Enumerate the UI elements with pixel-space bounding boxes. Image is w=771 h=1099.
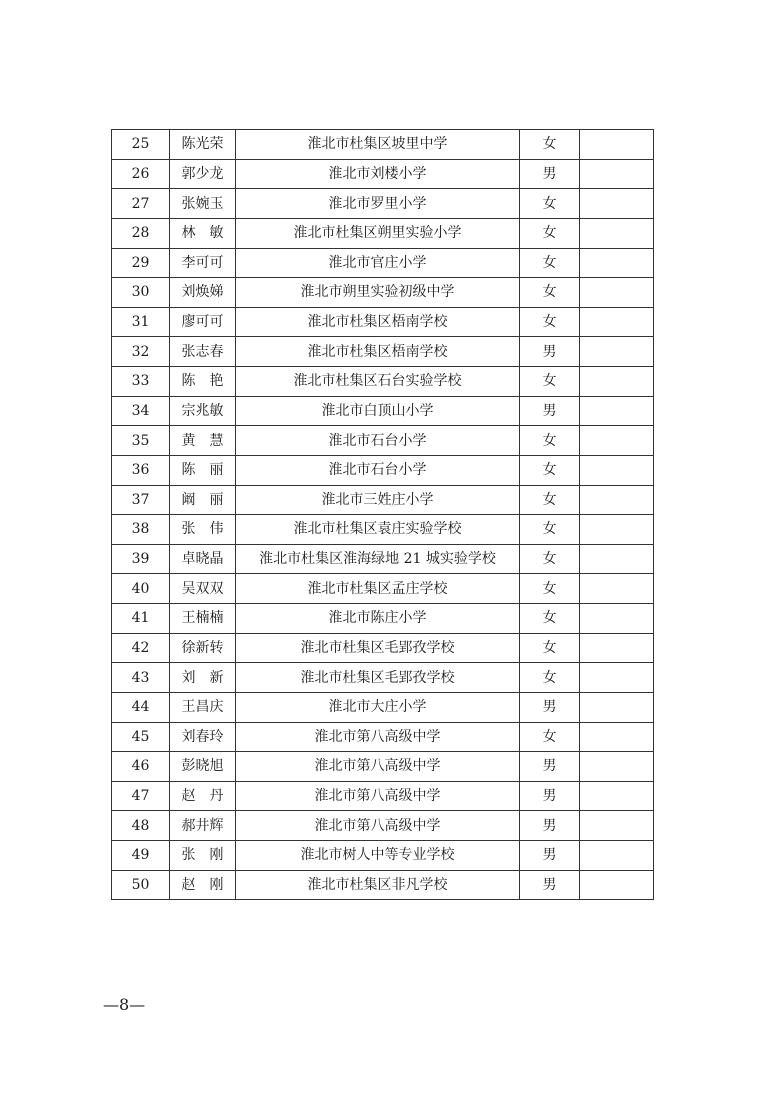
school-cell: 淮北市杜集区非凡学校 <box>236 870 520 900</box>
table-row <box>112 604 654 634</box>
note-cell <box>580 426 654 456</box>
note-cell <box>580 841 654 871</box>
note-cell <box>580 663 654 693</box>
table-row <box>112 307 654 337</box>
note-cell <box>580 248 654 278</box>
name-cell: 陈 艳 <box>170 367 236 397</box>
gender-cell: 男 <box>520 337 580 367</box>
school-cell: 淮北市白顶山小学 <box>236 396 520 426</box>
school-cell: 淮北市官庄小学 <box>236 248 520 278</box>
name-cell: 卓晓晶 <box>170 544 236 574</box>
row-number-cell: 42 <box>112 633 170 663</box>
gender-cell: 男 <box>520 159 580 189</box>
note-cell <box>580 574 654 604</box>
gender-cell: 女 <box>520 485 580 515</box>
gender-cell: 女 <box>520 307 580 337</box>
school-cell: 淮北市杜集区坡里中学 <box>236 130 520 160</box>
note-cell <box>580 544 654 574</box>
row-number-cell: 35 <box>112 426 170 456</box>
gender-cell: 男 <box>520 752 580 782</box>
row-number-cell: 29 <box>112 248 170 278</box>
name-cell: 宗兆敏 <box>170 396 236 426</box>
row-number-cell: 33 <box>112 367 170 397</box>
roster-table <box>111 129 654 900</box>
name-cell: 吴双双 <box>170 574 236 604</box>
name-cell: 刘春玲 <box>170 722 236 752</box>
school-cell: 淮北市大庄小学 <box>236 692 520 722</box>
note-cell <box>580 278 654 308</box>
note-cell <box>580 633 654 663</box>
school-cell: 淮北市杜集区孟庄学校 <box>236 574 520 604</box>
school-cell: 淮北市三姓庄小学 <box>236 485 520 515</box>
table-row <box>112 189 654 219</box>
row-number-cell: 39 <box>112 544 170 574</box>
name-cell: 赵 刚 <box>170 870 236 900</box>
name-cell: 阚 丽 <box>170 485 236 515</box>
name-cell: 黄 慧 <box>170 426 236 456</box>
table-row <box>112 841 654 871</box>
gender-cell: 男 <box>520 841 580 871</box>
gender-cell: 男 <box>520 781 580 811</box>
gender-cell: 女 <box>520 633 580 663</box>
name-cell: 王昌庆 <box>170 692 236 722</box>
gender-cell: 女 <box>520 574 580 604</box>
table-row <box>112 159 654 189</box>
school-cell: 淮北市朔里实验初级中学 <box>236 278 520 308</box>
name-cell: 廖可可 <box>170 307 236 337</box>
table-row <box>112 752 654 782</box>
note-cell <box>580 307 654 337</box>
note-cell <box>580 752 654 782</box>
table-row <box>112 722 654 752</box>
school-cell: 淮北市杜集区石台实验学校 <box>236 367 520 397</box>
row-number-cell: 38 <box>112 515 170 545</box>
gender-cell: 女 <box>520 544 580 574</box>
note-cell <box>580 130 654 160</box>
school-cell: 淮北市第八高级中学 <box>236 752 520 782</box>
note-cell <box>580 722 654 752</box>
table-row <box>112 574 654 604</box>
gender-cell: 女 <box>520 248 580 278</box>
note-cell <box>580 870 654 900</box>
row-number-cell: 28 <box>112 218 170 248</box>
gender-cell: 女 <box>520 663 580 693</box>
note-cell <box>580 218 654 248</box>
row-number-cell: 40 <box>112 574 170 604</box>
name-cell: 陈光荣 <box>170 130 236 160</box>
school-cell: 淮北市第八高级中学 <box>236 811 520 841</box>
name-cell: 王楠楠 <box>170 604 236 634</box>
row-number-cell: 30 <box>112 278 170 308</box>
school-cell: 淮北市杜集区毛郢孜学校 <box>236 663 520 693</box>
school-cell: 淮北市树人中等专业学校 <box>236 841 520 871</box>
row-number-cell: 34 <box>112 396 170 426</box>
row-number-cell: 36 <box>112 455 170 485</box>
table-row <box>112 811 654 841</box>
note-cell <box>580 396 654 426</box>
name-cell: 张志春 <box>170 337 236 367</box>
row-number-cell: 41 <box>112 604 170 634</box>
school-cell: 淮北市第八高级中学 <box>236 781 520 811</box>
row-number-cell: 45 <box>112 722 170 752</box>
table-row <box>112 455 654 485</box>
note-cell <box>580 604 654 634</box>
name-cell: 徐新转 <box>170 633 236 663</box>
school-cell: 淮北市杜集区梧南学校 <box>236 337 520 367</box>
gender-cell: 女 <box>520 218 580 248</box>
gender-cell: 女 <box>520 189 580 219</box>
table-row <box>112 367 654 397</box>
table-row <box>112 485 654 515</box>
roster-table-body <box>112 130 654 900</box>
school-cell: 淮北市石台小学 <box>236 426 520 456</box>
row-number-cell: 27 <box>112 189 170 219</box>
table-row <box>112 663 654 693</box>
row-number-cell: 31 <box>112 307 170 337</box>
gender-cell: 女 <box>520 130 580 160</box>
gender-cell: 男 <box>520 811 580 841</box>
school-cell: 淮北市杜集区毛郢孜学校 <box>236 633 520 663</box>
row-number-cell: 25 <box>112 130 170 160</box>
school-cell: 淮北市杜集区梧南学校 <box>236 307 520 337</box>
note-cell <box>580 367 654 397</box>
note-cell <box>580 485 654 515</box>
school-cell: 淮北市石台小学 <box>236 455 520 485</box>
school-cell: 淮北市杜集区袁庄实验学校 <box>236 515 520 545</box>
table-row <box>112 278 654 308</box>
gender-cell: 女 <box>520 367 580 397</box>
row-number-cell: 46 <box>112 752 170 782</box>
gender-cell: 女 <box>520 426 580 456</box>
row-number-cell: 43 <box>112 663 170 693</box>
table-row <box>112 248 654 278</box>
row-number-cell: 44 <box>112 692 170 722</box>
row-number-cell: 26 <box>112 159 170 189</box>
name-cell: 刘焕娣 <box>170 278 236 308</box>
row-number-cell: 50 <box>112 870 170 900</box>
note-cell <box>580 811 654 841</box>
gender-cell: 女 <box>520 278 580 308</box>
table-row <box>112 130 654 160</box>
school-cell: 淮北市罗里小学 <box>236 189 520 219</box>
name-cell: 林 敏 <box>170 218 236 248</box>
table-row <box>112 218 654 248</box>
gender-cell: 女 <box>520 455 580 485</box>
table-row <box>112 544 654 574</box>
table-row <box>112 633 654 663</box>
note-cell <box>580 692 654 722</box>
name-cell: 陈 丽 <box>170 455 236 485</box>
gender-cell: 男 <box>520 870 580 900</box>
name-cell: 张婉玉 <box>170 189 236 219</box>
name-cell: 郝井辉 <box>170 811 236 841</box>
name-cell: 赵 丹 <box>170 781 236 811</box>
row-number-cell: 48 <box>112 811 170 841</box>
school-cell: 淮北市刘楼小学 <box>236 159 520 189</box>
name-cell: 张 伟 <box>170 515 236 545</box>
gender-cell: 女 <box>520 515 580 545</box>
page-number: —8— <box>103 995 146 1014</box>
name-cell: 郭少龙 <box>170 159 236 189</box>
table-row <box>112 396 654 426</box>
note-cell <box>580 455 654 485</box>
school-cell: 淮北市陈庄小学 <box>236 604 520 634</box>
row-number-cell: 47 <box>112 781 170 811</box>
table-row <box>112 692 654 722</box>
gender-cell: 男 <box>520 396 580 426</box>
gender-cell: 女 <box>520 722 580 752</box>
note-cell <box>580 159 654 189</box>
table-row <box>112 781 654 811</box>
name-cell: 彭晓旭 <box>170 752 236 782</box>
note-cell <box>580 189 654 219</box>
school-cell: 淮北市第八高级中学 <box>236 722 520 752</box>
name-cell: 李可可 <box>170 248 236 278</box>
note-cell <box>580 515 654 545</box>
row-number-cell: 37 <box>112 485 170 515</box>
school-cell: 淮北市杜集区淮海绿地 21 城实验学校 <box>236 544 520 574</box>
table-row <box>112 426 654 456</box>
school-cell: 淮北市杜集区朔里实验小学 <box>236 218 520 248</box>
name-cell: 刘 新 <box>170 663 236 693</box>
name-cell: 张 刚 <box>170 841 236 871</box>
note-cell <box>580 337 654 367</box>
note-cell <box>580 781 654 811</box>
row-number-cell: 32 <box>112 337 170 367</box>
gender-cell: 男 <box>520 692 580 722</box>
table-row <box>112 337 654 367</box>
row-number-cell: 49 <box>112 841 170 871</box>
table-row <box>112 870 654 900</box>
gender-cell: 女 <box>520 604 580 634</box>
table-row <box>112 515 654 545</box>
